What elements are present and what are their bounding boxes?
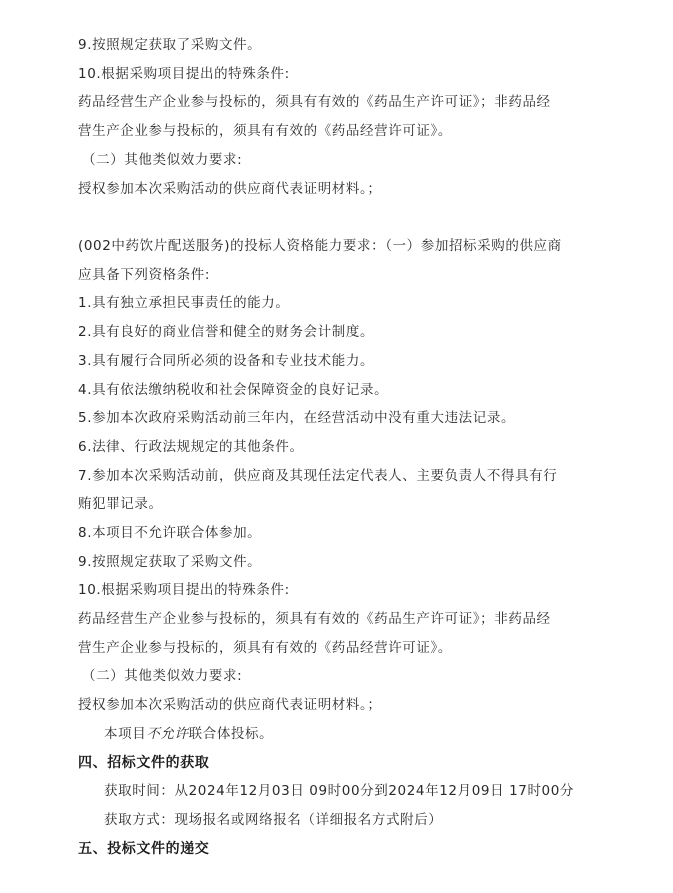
text-line: (002中药饮片配送服务)的投标人资格能力要求：（一）参加招标采购的供应商 (78, 238, 562, 254)
text-line: 4.具有依法缴纳税收和社会保障资金的良好记录。 (78, 382, 389, 398)
consortium-note-suffix: 联合体投标。 (188, 726, 274, 742)
text-line: 1.具有独立承担民事责任的能力。 (78, 295, 290, 311)
text-line: 授权参加本次采购活动的供应商代表证明材料。； (78, 181, 382, 197)
text-line: 6.法律、行政法规规定的其他条件。 (78, 439, 304, 455)
text-line: 3.具有履行合同所必须的设备和专业技术能力。 (78, 353, 375, 369)
section5-heading: 五、投标文件的递交 (78, 841, 210, 857)
section4-heading: 四、招标文件的获取 (78, 755, 210, 771)
consortium-note (104, 725, 273, 743)
text-line: 9.按照规定获取了采购文件。 (78, 554, 262, 570)
text-line: 药品经营生产企业参与投标的，须具有有效的《药品生产许可证》；非药品经 (78, 94, 551, 110)
text-line: 药品经营生产企业参与投标的，须具有有效的《药品生产许可证》；非药品经 (78, 611, 551, 627)
acquire-method: 获取方式：现场报名或网络报名（详细报名方式附后） (104, 812, 443, 828)
text-line: 5.参加本次政府采购活动前三年内，在经营活动中没有重大违法记录。 (78, 410, 516, 426)
text-line: 9.按照规定获取了采购文件。 (78, 37, 262, 53)
text-line: 营生产企业参与投标的，须具有有效的《药品经营许可证》。 (78, 640, 452, 656)
text-line: 10.根据采购项目提出的特殊条件: (78, 66, 290, 82)
text-line: 2.具有良好的商业信誉和健全的财务会计制度。 (78, 324, 375, 340)
text-line: （二）其他类似效力要求: (82, 668, 243, 684)
text-line: 贿犯罪记录。 (78, 496, 163, 512)
text-line: 授权参加本次采购活动的供应商代表证明材料。； (78, 697, 382, 713)
text-line: 10.根据采购项目提出的特殊条件: (78, 582, 290, 598)
acquire-time: 获取时间：从2024年12月03日 09时00分到2024年12月09日 17时00分 (104, 783, 575, 799)
text-line: 营生产企业参与投标的，须具有有效的《药品经营许可证》。 (78, 123, 452, 139)
consortium-note-handwritten: 不允许 (146, 726, 189, 742)
text-line: （二）其他类似效力要求: (82, 152, 243, 168)
consortium-note-prefix: 本项目 (104, 726, 147, 742)
text-line: 7.参加本次采购活动前，供应商及其现任法定代表人、主要负责人不得具有行 (78, 468, 558, 484)
text-line: 应具备下列资格条件: (78, 267, 211, 283)
text-line: 8.本项目不允许联合体参加。 (78, 525, 262, 541)
